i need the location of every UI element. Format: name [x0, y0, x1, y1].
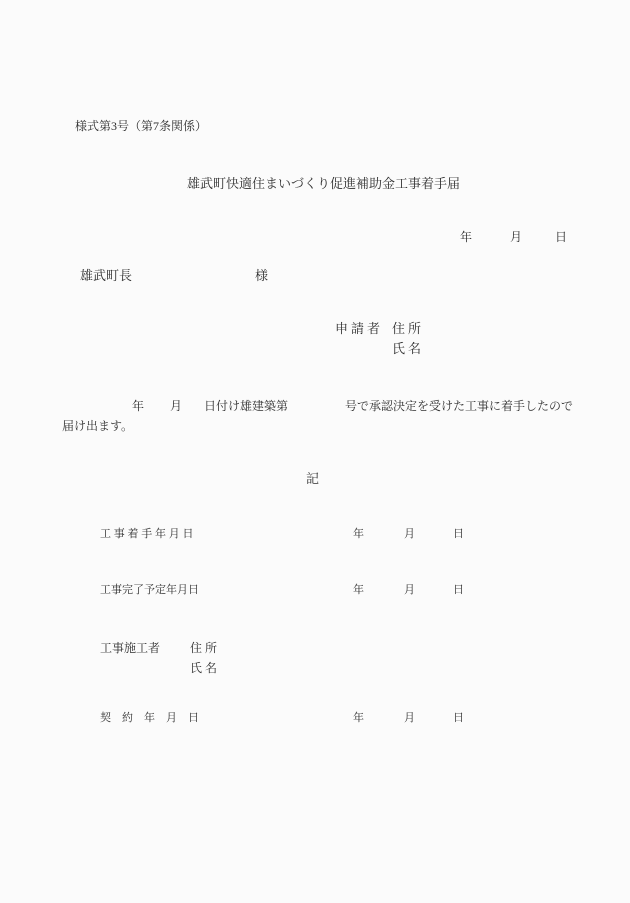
body-line1-year-label: 年 — [132, 399, 145, 413]
addressee-name: 雄武町長 — [80, 268, 133, 283]
contract-date-day-label: 日 — [453, 712, 464, 724]
body-line2-text: 届け出ます。 — [62, 419, 134, 433]
contractor-label: 工事施工者 — [100, 641, 161, 655]
completion-date-label: 工事完了予定年月日 — [100, 584, 199, 596]
completion-date-month-label: 月 — [404, 584, 415, 596]
contract-date-year-label: 年 — [353, 712, 364, 724]
start-date-year-label: 年 — [353, 528, 364, 540]
record-heading: 記 — [306, 471, 320, 486]
start-date-month-label: 月 — [404, 528, 415, 540]
document-title: 雄武町快適住まいづくり促進補助金工事着手届 — [187, 176, 461, 191]
contractor-address-label: 住所 — [190, 641, 221, 655]
contractor-name-label: 氏名 — [190, 661, 221, 675]
contract-date-label: 契 約 年 月 日 — [100, 712, 199, 724]
completion-date-year-label: 年 — [353, 584, 364, 596]
contract-date-month-label: 月 — [404, 712, 415, 724]
body-line1-tail-text: 号で承認決定を受けた工事に着手したので — [345, 399, 574, 413]
completion-date-day-label: 日 — [453, 584, 464, 596]
start-date-label: 工 事 着 手 年 月 日 — [100, 528, 194, 540]
addressee-honorific: 様 — [255, 268, 269, 283]
applicant-label: 申請者 — [335, 321, 384, 336]
issue-date-year-label: 年 — [460, 230, 473, 244]
body-line1-month-label: 月 — [170, 399, 183, 413]
issue-date-day-label: 日 — [555, 230, 568, 244]
applicant-address-label: 住所 — [392, 321, 425, 336]
body-line1-mid-text: 日付け雄建築第 — [204, 399, 289, 413]
issue-date-month-label: 月 — [510, 230, 523, 244]
applicant-name-label: 氏名 — [392, 341, 425, 356]
form-number: 様式第3号（第7条関係） — [75, 119, 208, 133]
start-date-day-label: 日 — [453, 528, 464, 540]
